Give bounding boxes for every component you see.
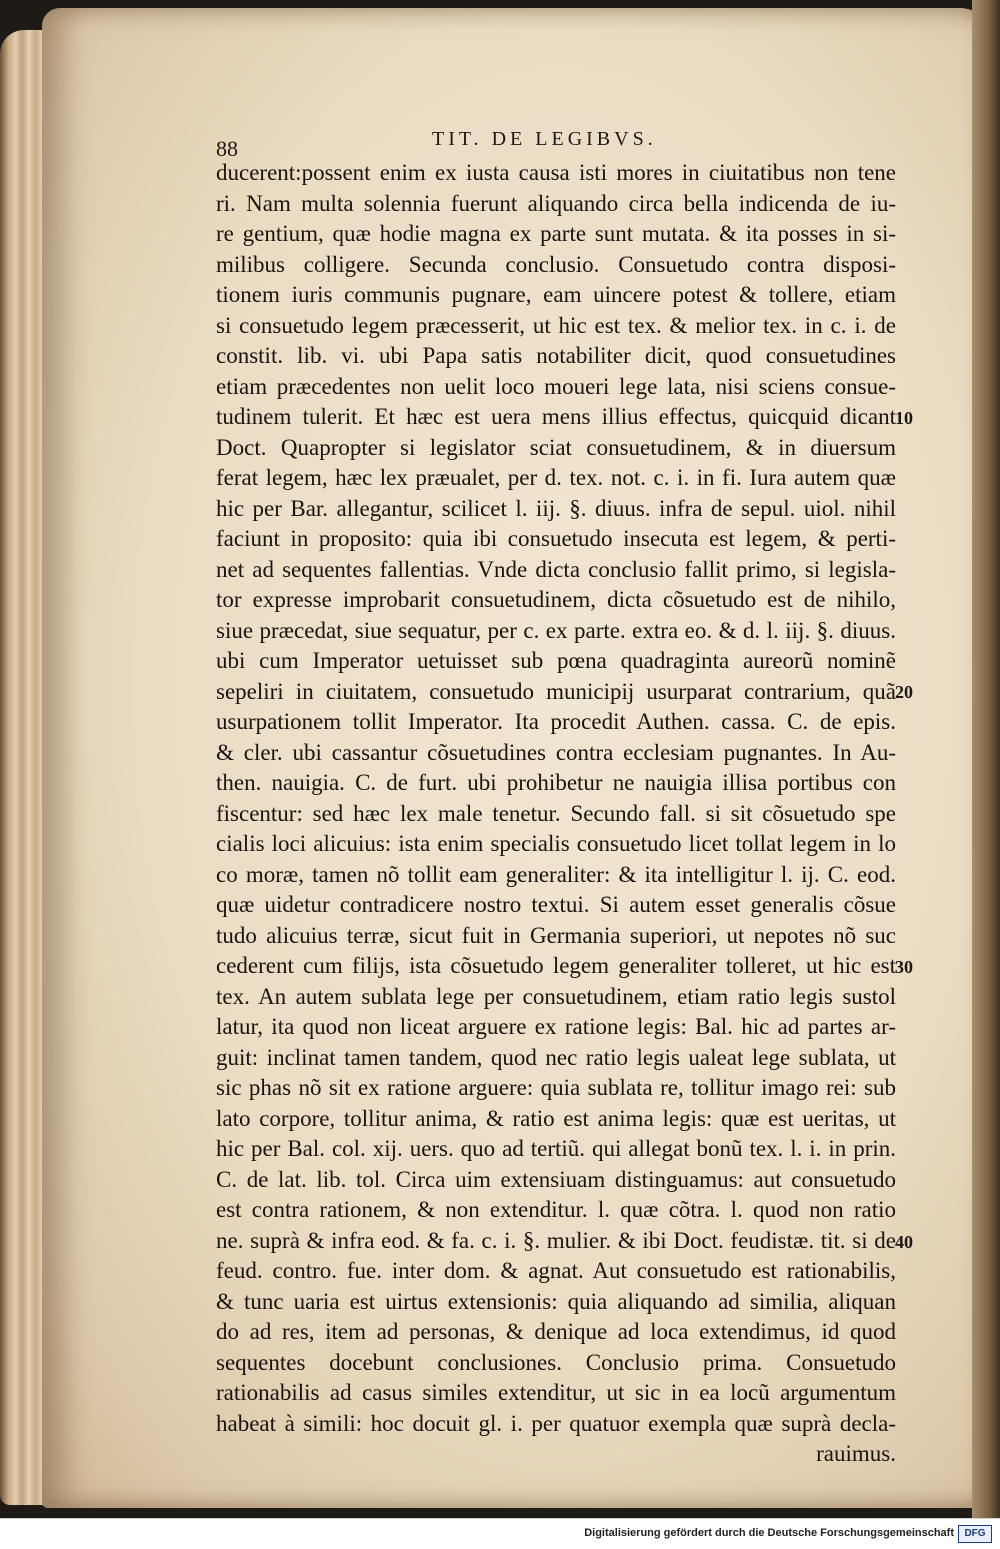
- margin-line-number: 40: [895, 1232, 913, 1252]
- text-line: do ad res, item ad personas, & denique ad loca extendimus, id quod: [216, 1319, 896, 1344]
- body-text: [216, 158, 896, 1470]
- text-line: hic per Bar. allegantur, scilicet l. iij. §. diuus. infra de sepul. uiol. nihil: [216, 495, 896, 521]
- text-line: tudinem tulerit. Et hæc est uera mens illius effectus, quicquid dicant: [216, 404, 896, 429]
- margin-line-number: 30: [895, 957, 913, 977]
- text-line: quæ uidetur contradicere nostro textui. Si autem esset generalis cõsue: [216, 892, 896, 917]
- right-page-edge: [972, 0, 1000, 1518]
- text-line: si consuetudo legem præcesserit, ut hic est tex. & melior tex. in c. i. de: [216, 312, 896, 338]
- text-line: fiscentur: sed hæc lex male tenetur. Secundo fall. si sit cõsuetudo spe: [216, 800, 896, 826]
- text-line: est contra rationem, & non extenditur. l. quæ cõtra. l. quod non ratio: [216, 1197, 896, 1222]
- text-line: ducerent:possent enim ex iusta causa isti mores in ciuitatibus non tene: [216, 160, 896, 185]
- text-line: sepeliri in ciuitatem, consuetudo municipij usurparat contrarium, quã: [216, 678, 896, 704]
- left-page-edges: [0, 30, 48, 1505]
- text-line: & cler. ubi cassantur cõsuetudines contra ecclesiam pugnantes. In Au-: [216, 739, 896, 765]
- text-line: sic phas nõ sit ex ratione arguere: quia sublata re, tollitur imago rei: sub: [216, 1075, 896, 1100]
- text-line: habeat à simili: hoc docuit gl. i. per quatuor exempla quæ suprà decla-: [216, 1410, 896, 1436]
- text-line: ferat legem, hæc lex præualet, per d. tex. not. c. i. in fi. Iura autem quæ: [216, 465, 896, 490]
- running-head: TIT. DE LEGIBVS.: [432, 128, 657, 150]
- text-line: cialis loci alicuius: ista enim specialis consuetudo licet tollat legem in lo: [216, 831, 896, 856]
- text-line: constit. lib. vi. ubi Papa satis notabiliter dicit, quod consuetudines: [216, 343, 896, 368]
- text-line: hic per Bal. col. xij. uers. quo ad tertiũ. qui allegat bonũ tex. l. i. in prin.: [216, 1136, 896, 1161]
- text-line: & tunc uaria est uirtus extensionis: quia aliquando ad similia, aliquan: [216, 1288, 896, 1314]
- text-line: latur, ita quod non liceat arguere ex ratione legis: Bal. hic ad partes ar-: [216, 1014, 896, 1039]
- text-line: ne. suprà & infra eod. & fa. c. i. §. mulier. & ibi Doct. feudistæ. tit. si de: [216, 1227, 896, 1253]
- text-line: tex. An autem sublata lege per consuetudinem, etiam ratio legis sustol: [216, 983, 896, 1009]
- text-line: tudo alicuius terræ, sicut fuit in Germania superiori, ut nepotes nõ suc: [216, 922, 896, 948]
- text-line: guit: inclinat tamen tandem, quod nec ratio legis ualeat lege sublata, ut: [216, 1044, 896, 1070]
- text-line: rationabilis ad casus similes extenditur, ut sic in ea locũ argumentum: [216, 1380, 896, 1405]
- text-line: tionem iuris communis pugnare, eam uincere potest & tollere, etiam: [216, 282, 896, 307]
- funding-credit: Digitalisierung gefördert durch die Deutsche Forschungsgemeinschaft: [584, 1527, 954, 1539]
- text-line: re gentium, quæ hodie magna ex parte sunt mutata. & ita posses in si-: [216, 221, 896, 246]
- dfg-logo: DFG: [958, 1525, 992, 1543]
- text-line: cederent cum filijs, ista cõsuetudo legem generaliter tolleret, ut hic est: [216, 953, 896, 978]
- text-line: usurpationem tollit Imperator. Ita procedit Authen. cassa. C. de epis.: [216, 709, 896, 734]
- text-line: net ad sequentes fallentias. Vnde dicta conclusio fallit primo, si legisla-: [216, 556, 896, 582]
- text-line: sequentes docebunt conclusiones. Conclusio prima. Consuetudo: [216, 1349, 896, 1375]
- text-line: ubi cum Imperator uetuisset sub pœna quadraginta aureorũ nominẽ: [216, 648, 896, 673]
- text-line: co moræ, tamen nõ tollit eam generaliter: & ita intelligitur l. ij. C. eod.: [216, 861, 896, 887]
- margin-line-number: 10: [895, 408, 913, 428]
- text-line: C. de lat. lib. tol. Circa uim extensiuam distinguamus: aut consuetudo: [216, 1166, 896, 1192]
- text-line: siue præcedat, siue sequatur, per c. ex parte. extra eo. & d. l. iij. §. diuus.: [216, 617, 896, 643]
- text-line: feud. contro. fue. inter dom. & agnat. Aut consuetudo est rationabilis,: [216, 1258, 896, 1283]
- text-line: Doct. Quapropter si legislator sciat consuetudinem, & in diuersum: [216, 434, 896, 460]
- text-line: ri. Nam multa solennia fuerunt aliquando circa bella indicenda de iu-: [216, 190, 896, 216]
- page-number: 88: [216, 136, 238, 161]
- text-line: etiam præcedentes non uelit loco moueri lege lata, nisi sciens consue-: [216, 373, 896, 399]
- text-line: then. nauigia. C. de furt. ubi prohibetur ne nauigia illisa portibus con: [216, 770, 896, 795]
- text-line: faciunt in proposito: quia ibi consuetudo insecuta est legem, & perti-: [216, 526, 896, 551]
- text-line: lato corpore, tollitur anima, & ratio est anima legis: quæ est ueritas, ut: [216, 1105, 896, 1131]
- text-line: tor expresse improbarit consuetudinem, dicta cõsuetudo est de nihilo,: [216, 587, 896, 612]
- margin-line-number: 20: [895, 682, 913, 702]
- footer-bar: [0, 1518, 1000, 1549]
- text-line: rauimus.: [816, 1441, 896, 1466]
- text-line: milibus colligere. Secunda conclusio. Consuetudo contra disposi-: [216, 251, 896, 277]
